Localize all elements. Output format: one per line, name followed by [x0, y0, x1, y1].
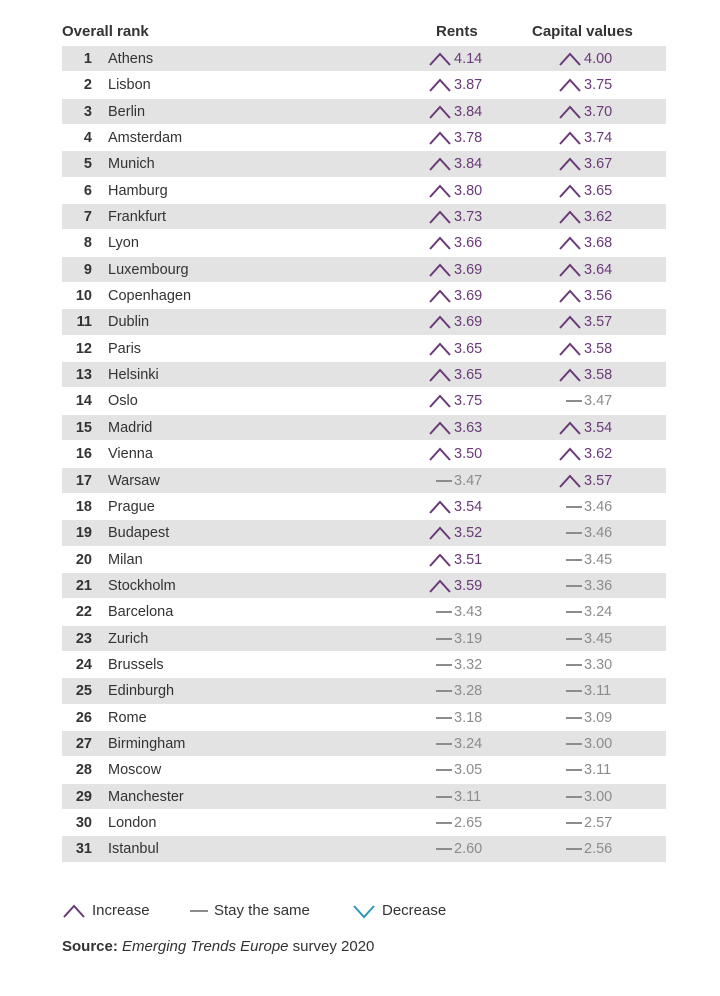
rents-value: 3.32	[454, 656, 483, 673]
capital-value: 3.65	[584, 182, 613, 199]
capital-value: 3.58	[584, 340, 613, 357]
rents-value: 4.14	[454, 51, 483, 67]
rents-cell	[428, 103, 500, 121]
rents-value: 3.47	[454, 472, 483, 489]
rank-number: 3	[83, 103, 92, 120]
city-name: Milan	[108, 551, 143, 568]
rank-number: 30	[75, 814, 92, 831]
rank-number: 4	[83, 130, 92, 147]
rents-value: 3.73	[454, 209, 483, 226]
rents-cell	[428, 366, 500, 384]
rank-number: 29	[75, 788, 92, 805]
rank-number: 18	[75, 498, 92, 515]
rents-value: 3.24	[454, 735, 483, 752]
capital-value: 3.64	[584, 261, 613, 278]
city-name: Moscow	[108, 762, 162, 779]
stay-same-dash-icon	[428, 815, 454, 831]
capital-values-cell	[558, 472, 630, 490]
stay-same-dash-icon	[558, 393, 584, 409]
stay-same-dash-icon	[428, 841, 454, 857]
capital-value: 3.67	[584, 156, 613, 173]
source-label: Source:	[62, 938, 118, 955]
increase-caret-icon	[558, 77, 584, 93]
city-name: Manchester	[108, 788, 184, 805]
stay-same-dash-icon	[428, 657, 454, 673]
capital-value: 3.68	[584, 235, 613, 252]
capital-values-cell	[558, 814, 630, 832]
capital-value: 3.56	[584, 288, 613, 305]
table-body	[62, 46, 666, 863]
rents-cell	[428, 129, 500, 147]
rents-cell	[428, 761, 500, 779]
table-row	[62, 99, 666, 125]
rank-number: 13	[75, 367, 92, 384]
increase-caret-icon	[428, 209, 454, 225]
city-name: Barcelona	[108, 604, 174, 621]
stay-same-dash-icon	[428, 710, 454, 726]
rank-number: 1	[83, 51, 92, 67]
stay-same-dash-icon	[558, 815, 584, 831]
capital-values-cell	[558, 129, 630, 147]
legend	[62, 900, 662, 922]
rank-number: 17	[75, 472, 92, 489]
increase-caret-icon	[428, 262, 454, 278]
rents-value: 3.51	[454, 551, 483, 568]
increase-caret-icon	[558, 104, 584, 120]
table-row	[62, 362, 666, 388]
rents-value: 3.63	[454, 419, 483, 436]
stay-same-dash-icon	[428, 683, 454, 699]
rents-value: 3.75	[454, 393, 483, 410]
stay-same-dash-icon	[558, 683, 584, 699]
rank-number: 14	[75, 393, 92, 410]
rank-number: 19	[75, 525, 92, 542]
table-row	[62, 573, 666, 599]
stay-same-dash-icon	[558, 762, 584, 778]
rents-cell	[428, 50, 500, 68]
rents-value: 3.65	[454, 367, 483, 384]
capital-values-cell	[558, 76, 630, 94]
city-name: Oslo	[108, 393, 138, 410]
rents-value: 3.50	[454, 446, 483, 463]
rents-value: 3.66	[454, 235, 483, 252]
table-row	[62, 230, 666, 256]
increase-caret-icon	[558, 473, 584, 489]
capital-value: 4.00	[584, 51, 613, 67]
city-name: Lyon	[108, 235, 139, 252]
capital-values-cell	[558, 208, 630, 226]
city-name: Copenhagen	[108, 288, 192, 305]
rank-number: 20	[75, 551, 92, 568]
table-row	[62, 757, 666, 783]
rents-value: 3.69	[454, 314, 483, 331]
capital-value: 3.09	[584, 709, 613, 726]
table-row	[62, 599, 666, 625]
city-name: Prague	[108, 498, 155, 515]
stay-same-dash-icon	[558, 552, 584, 568]
city-name: Frankfurt	[108, 209, 167, 226]
rank-number: 15	[75, 419, 92, 436]
stay-same-dash-icon	[558, 525, 584, 541]
legend-increase	[62, 902, 150, 919]
capital-value: 3.24	[584, 604, 613, 621]
rank-number: 10	[75, 288, 92, 305]
capital-values-cell	[558, 182, 630, 200]
rents-value: 3.19	[454, 630, 483, 647]
rents-cell	[428, 709, 500, 727]
capital-values-cell	[558, 419, 630, 437]
city-name: Vienna	[108, 446, 153, 463]
rank-number: 22	[75, 604, 92, 621]
rank-number: 11	[76, 314, 92, 331]
stay-same-dash-icon	[558, 657, 584, 673]
rents-value: 3.84	[454, 156, 483, 173]
table-row	[62, 46, 666, 72]
increase-caret-icon	[428, 341, 454, 357]
city-name: Paris	[108, 340, 142, 357]
capital-value: 3.57	[584, 314, 613, 331]
table-header	[62, 18, 666, 46]
city-name: Madrid	[108, 419, 153, 436]
capital-values-cell	[558, 261, 630, 279]
table-row	[62, 652, 666, 678]
increase-caret-icon	[558, 446, 584, 462]
increase-caret-icon	[558, 51, 584, 67]
capital-values-cell	[558, 366, 630, 384]
increase-caret-icon	[428, 367, 454, 383]
capital-values-cell	[558, 155, 630, 173]
table-row	[62, 72, 666, 98]
city-name: Stockholm	[108, 577, 176, 594]
capital-value: 2.56	[584, 841, 613, 858]
rents-value: 3.11	[454, 788, 482, 805]
legend-decrease	[352, 902, 446, 919]
stay-same-dash-icon	[428, 604, 454, 620]
table-row	[62, 626, 666, 652]
capital-value: 3.36	[584, 577, 613, 594]
increase-caret-icon	[62, 903, 88, 919]
table-row	[62, 547, 666, 573]
rank-number: 28	[75, 762, 92, 779]
source-title: Emerging Trends Europe	[122, 938, 289, 955]
table-row	[62, 836, 666, 862]
rank-number: 7	[83, 209, 92, 226]
capital-value: 3.70	[584, 103, 613, 120]
rents-value: 3.65	[454, 340, 483, 357]
increase-caret-icon	[428, 130, 454, 146]
rank-number: 5	[83, 156, 92, 173]
city-name: Rome	[108, 709, 147, 726]
increase-caret-icon	[428, 183, 454, 199]
increase-caret-icon	[558, 367, 584, 383]
capital-value: 3.00	[584, 788, 613, 805]
rents-value: 3.69	[454, 288, 483, 305]
rents-cell	[428, 419, 500, 437]
increase-caret-icon	[558, 130, 584, 146]
stay-same-dash-icon	[428, 631, 454, 647]
table-row	[62, 283, 666, 309]
city-name: London	[108, 814, 157, 831]
rank-number: 24	[75, 656, 92, 673]
stay-same-dash-icon	[558, 736, 584, 752]
table-row	[62, 309, 666, 335]
rank-number: 8	[83, 235, 92, 252]
capital-value: 3.57	[584, 472, 613, 489]
capital-values-cell	[558, 551, 630, 569]
table-row	[62, 494, 666, 520]
capital-values-cell	[558, 656, 630, 674]
capital-value: 3.58	[584, 367, 613, 384]
table-row	[62, 257, 666, 283]
capital-value: 3.45	[584, 551, 613, 568]
capital-value: 3.62	[584, 209, 613, 226]
city-name: Edinburgh	[108, 683, 175, 700]
rents-cell	[428, 76, 500, 94]
stay-same-dash-icon	[558, 789, 584, 805]
rents-value: 3.78	[454, 130, 483, 147]
rents-value: 3.59	[454, 577, 483, 594]
increase-caret-icon	[558, 288, 584, 304]
rents-cell	[428, 182, 500, 200]
rank-number: 21	[75, 577, 92, 594]
stay-same-dash-icon	[428, 736, 454, 752]
rents-value: 2.65	[454, 814, 483, 831]
city-name: Amsterdam	[108, 130, 183, 147]
rents-cell	[428, 208, 500, 226]
rents-cell	[428, 261, 500, 279]
rank-number: 16	[75, 446, 92, 463]
table-row	[62, 468, 666, 494]
stay-same-dash-icon	[558, 499, 584, 515]
rank-number: 23	[75, 630, 92, 647]
rents-value: 3.28	[454, 683, 483, 700]
legend-increase-label: Increase	[92, 902, 150, 919]
capital-value: 3.45	[584, 630, 613, 647]
legend-same-label: Stay the same	[214, 902, 310, 919]
rents-value: 2.60	[454, 841, 483, 858]
source-rest: survey 2020	[288, 938, 375, 955]
increase-caret-icon	[558, 209, 584, 225]
stay-same-dash-icon	[428, 762, 454, 778]
stay-same-dash-icon	[558, 710, 584, 726]
table-row	[62, 784, 666, 810]
city-name: Munich	[108, 156, 155, 173]
table-row	[62, 731, 666, 757]
capital-value: 3.11	[584, 762, 612, 779]
capital-values-cell	[558, 603, 630, 621]
rents-cell	[428, 313, 500, 331]
rank-number: 31	[75, 841, 92, 858]
stay-same-dash-icon	[558, 841, 584, 857]
increase-caret-icon	[428, 446, 454, 462]
capital-values-cell	[558, 630, 630, 648]
table-row	[62, 151, 666, 177]
rents-value: 3.18	[454, 709, 483, 726]
table-row	[62, 678, 666, 704]
stay-same-dash-icon	[188, 903, 210, 919]
city-name: Istanbul	[108, 841, 159, 858]
header-rents: Rents	[436, 23, 478, 40]
table-row	[62, 705, 666, 731]
capital-value: 3.54	[584, 419, 613, 436]
rents-cell	[428, 577, 500, 595]
rents-cell	[428, 682, 500, 700]
increase-caret-icon	[558, 156, 584, 172]
stay-same-dash-icon	[428, 789, 454, 805]
table-row	[62, 178, 666, 204]
capital-values-cell	[558, 313, 630, 331]
rank-number: 27	[75, 735, 92, 752]
increase-caret-icon	[428, 156, 454, 172]
city-name: Luxembourg	[108, 261, 189, 278]
capital-value: 3.00	[584, 735, 613, 752]
rents-value: 3.87	[454, 77, 483, 94]
capital-values-cell	[558, 234, 630, 252]
ranking-table	[62, 18, 666, 863]
capital-value: 3.47	[584, 393, 613, 410]
rents-cell	[428, 498, 500, 516]
capital-values-cell	[558, 287, 630, 305]
city-name: Lisbon	[108, 77, 151, 94]
capital-value: 3.62	[584, 446, 613, 463]
increase-caret-icon	[428, 393, 454, 409]
city-name: Brussels	[108, 656, 164, 673]
capital-values-cell	[558, 709, 630, 727]
rents-cell	[428, 656, 500, 674]
increase-caret-icon	[428, 235, 454, 251]
legend-same	[188, 902, 310, 919]
increase-caret-icon	[428, 314, 454, 330]
rank-number: 12	[75, 340, 92, 357]
increase-caret-icon	[558, 420, 584, 436]
city-name: Warsaw	[108, 472, 160, 489]
increase-caret-icon	[558, 262, 584, 278]
rents-cell	[428, 472, 500, 490]
increase-caret-icon	[428, 578, 454, 594]
capital-values-cell	[558, 50, 630, 68]
table-row	[62, 441, 666, 467]
rents-cell	[428, 551, 500, 569]
header-capital-values: Capital values	[532, 23, 633, 40]
increase-caret-icon	[428, 288, 454, 304]
capital-values-cell	[558, 445, 630, 463]
stay-same-dash-icon	[558, 604, 584, 620]
rents-cell	[428, 524, 500, 542]
rents-cell	[428, 630, 500, 648]
rents-value: 3.43	[454, 604, 483, 621]
capital-value: 3.11	[584, 683, 612, 700]
capital-value: 3.75	[584, 77, 613, 94]
capital-values-cell	[558, 340, 630, 358]
header-overall-rank: Overall rank	[62, 23, 149, 40]
city-name: Budapest	[108, 525, 170, 542]
capital-values-cell	[558, 103, 630, 121]
legend-decrease-label: Decrease	[382, 902, 447, 919]
city-name: Athens	[108, 51, 154, 67]
source-note	[62, 938, 374, 955]
rents-cell	[428, 445, 500, 463]
stay-same-dash-icon	[558, 578, 584, 594]
capital-values-cell	[558, 735, 630, 753]
capital-value: 2.57	[584, 814, 613, 831]
capital-values-cell	[558, 788, 630, 806]
rank-number: 2	[83, 77, 92, 94]
rents-value: 3.80	[454, 182, 483, 199]
rents-cell	[428, 735, 500, 753]
table-row	[62, 204, 666, 230]
rents-cell	[428, 234, 500, 252]
rents-value: 3.69	[454, 261, 483, 278]
rents-value: 3.54	[454, 498, 483, 515]
rents-cell	[428, 814, 500, 832]
capital-values-cell	[558, 682, 630, 700]
rank-number: 9	[83, 261, 92, 278]
rents-cell	[428, 340, 500, 358]
rank-number: 26	[75, 709, 92, 726]
stay-same-dash-icon	[558, 631, 584, 647]
increase-caret-icon	[428, 104, 454, 120]
capital-values-cell	[558, 840, 630, 858]
rents-value: 3.84	[454, 103, 483, 120]
city-name: Birmingham	[108, 735, 186, 752]
rents-cell	[428, 788, 500, 806]
capital-values-cell	[558, 524, 630, 542]
stay-same-dash-icon	[428, 473, 454, 489]
city-name: Berlin	[108, 103, 146, 120]
table-row	[62, 520, 666, 546]
city-name: Zurich	[108, 630, 149, 647]
increase-caret-icon	[428, 420, 454, 436]
capital-value: 3.46	[584, 525, 613, 542]
table-row	[62, 388, 666, 414]
increase-caret-icon	[428, 499, 454, 515]
capital-value: 3.30	[584, 656, 613, 673]
capital-values-cell	[558, 761, 630, 779]
capital-value: 3.74	[584, 130, 613, 147]
city-name: Dublin	[108, 314, 150, 331]
table-row	[62, 125, 666, 151]
table-row	[62, 810, 666, 836]
increase-caret-icon	[428, 525, 454, 541]
increase-caret-icon	[558, 314, 584, 330]
decrease-caret-icon	[352, 903, 378, 919]
rents-value: 3.05	[454, 762, 483, 779]
rents-cell	[428, 840, 500, 858]
rank-number: 6	[83, 182, 92, 199]
city-name: Hamburg	[108, 182, 168, 199]
rents-cell	[428, 155, 500, 173]
capital-values-cell	[558, 577, 630, 595]
rents-value: 3.52	[454, 525, 483, 542]
increase-caret-icon	[428, 552, 454, 568]
rank-number: 25	[75, 683, 92, 700]
rents-cell	[428, 392, 500, 410]
capital-value: 3.46	[584, 498, 613, 515]
increase-caret-icon	[558, 341, 584, 357]
increase-caret-icon	[428, 77, 454, 93]
city-name: Helsinki	[108, 367, 159, 384]
rents-cell	[428, 287, 500, 305]
capital-values-cell	[558, 498, 630, 516]
table-row	[62, 415, 666, 441]
increase-caret-icon	[558, 235, 584, 251]
rents-cell	[428, 603, 500, 621]
increase-caret-icon	[428, 51, 454, 67]
increase-caret-icon	[558, 183, 584, 199]
table-row	[62, 336, 666, 362]
capital-values-cell	[558, 392, 630, 410]
